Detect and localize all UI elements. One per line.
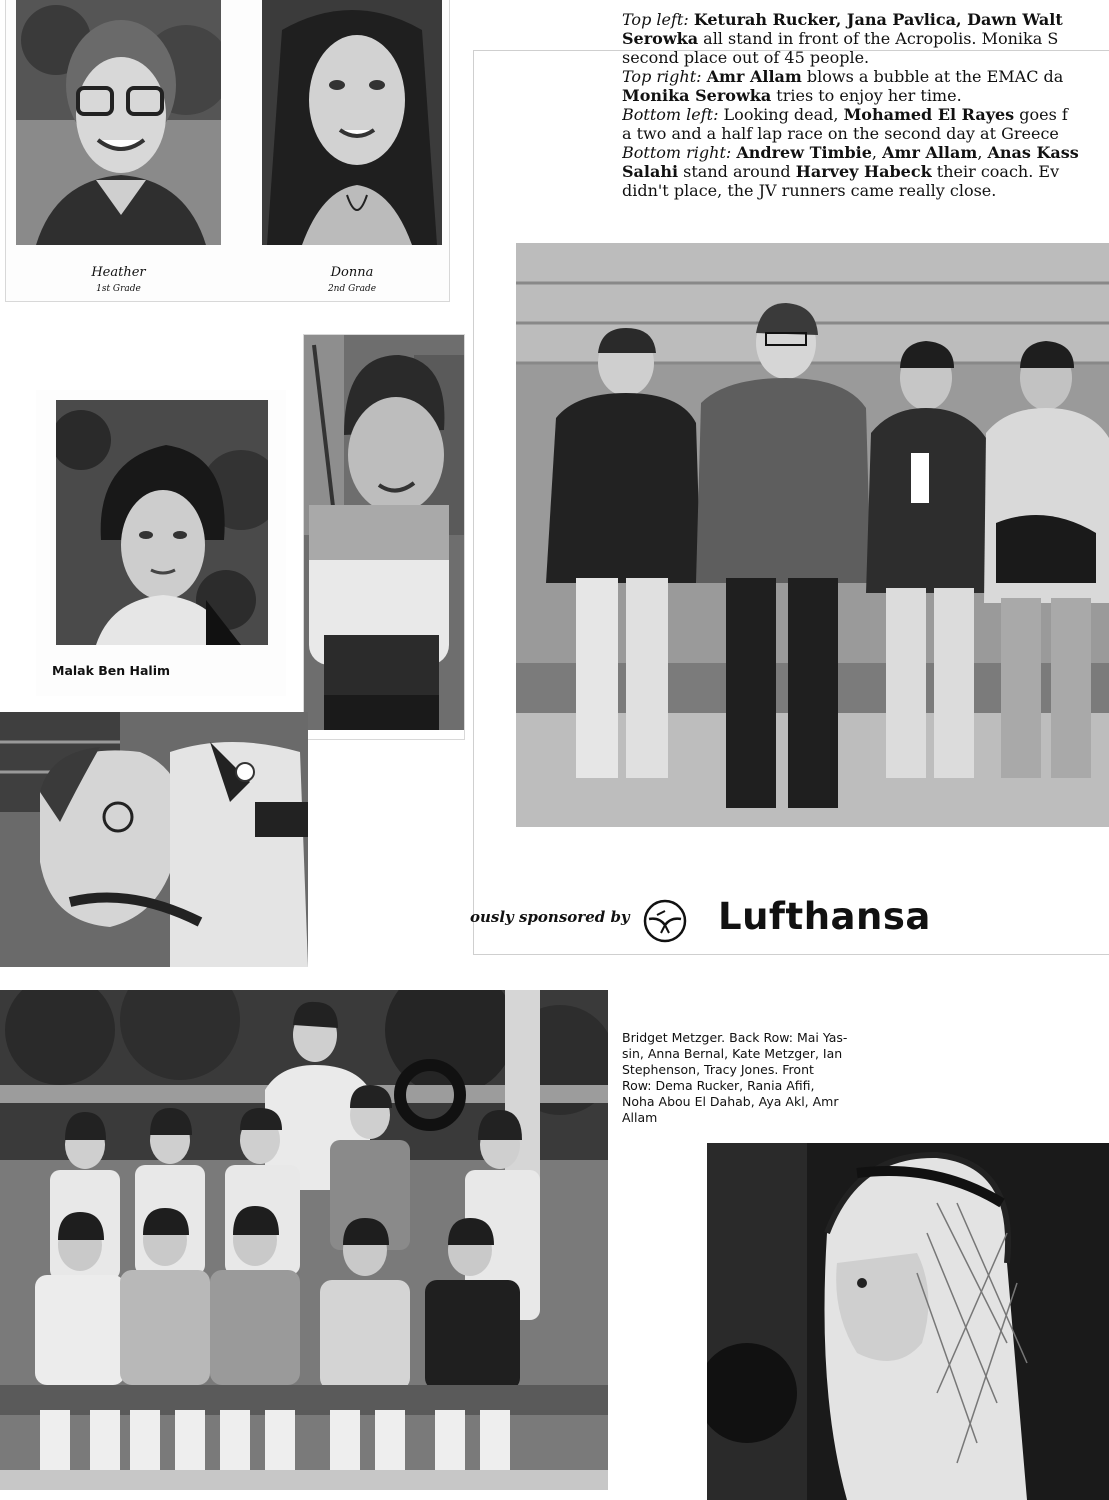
portrait-heather-grade: 1st Grade — [96, 284, 141, 294]
caption-segment: Bottom right: — [622, 143, 732, 162]
portrait-heather-photo — [16, 0, 221, 245]
caption-segment: tries to enjoy her time. — [771, 86, 962, 105]
caption-segment: goes f — [1014, 105, 1068, 124]
caption-segment: Monika Serowka — [622, 86, 772, 105]
caption-line — [622, 162, 1109, 181]
sponsor-line — [470, 895, 1109, 950]
class-caption-line: Row: Dema Rucker, Rania Afifi, — [622, 1078, 815, 1093]
portrait-clipping — [5, 0, 450, 302]
boy-clipping — [303, 334, 465, 740]
caption-segment: stand around — [678, 162, 796, 181]
class-caption-line: Bridget Metzger. Back Row: Mai Yas- — [622, 1030, 848, 1045]
caption-line — [622, 48, 1109, 67]
caption-segment: Amr Allam — [882, 143, 978, 162]
portrait-heather-name: Heather — [91, 265, 146, 280]
caption-line — [622, 10, 1109, 29]
caption-line — [622, 105, 1109, 124]
class-photo — [0, 990, 608, 1490]
runners-photo — [516, 243, 1109, 827]
bubble-clipping — [0, 712, 308, 967]
caption-segment: Top right: — [622, 67, 702, 86]
photo-caption-block — [622, 10, 1109, 240]
caption-segment: Anas Kass — [987, 143, 1079, 162]
caption-line — [622, 124, 1109, 143]
portrait-donna-grade: 2nd Grade — [327, 284, 377, 294]
class-caption-line: Allam — [622, 1110, 658, 1125]
caption-segment: a two and a half lap race on the second day at Greece — [622, 124, 1059, 143]
caption-segment: Bottom left: — [622, 105, 719, 124]
caption-segment: , — [871, 143, 883, 162]
class-photo-caption — [622, 1030, 884, 1126]
class-caption-line: Noha Abou El Dahab, Aya Akl, Amr — [622, 1094, 839, 1109]
caption-segment: Salahi — [622, 162, 679, 181]
caption-segment: Looking dead, — [718, 105, 844, 124]
caption-segment: didn't place, the JV runners came really close. — [622, 181, 997, 200]
portrait-donna-name: Donna — [330, 265, 374, 280]
malak-clipping — [36, 390, 286, 696]
portrait-donna-photo — [262, 0, 442, 245]
class-caption-line: Stephenson, Tracy Jones. Front — [622, 1062, 814, 1077]
crane-logo-icon — [643, 899, 687, 943]
malak-photo — [56, 400, 268, 645]
malak-caption: Malak Ben Halim — [52, 663, 171, 678]
caption-segment: Keturah Rucker, Jana Pavlica, Dawn Walt — [693, 10, 1063, 29]
caption-segment: Harvey Habeck — [795, 162, 932, 181]
caption-segment: second place out of 45 people. — [622, 48, 870, 67]
caption-line — [622, 181, 1109, 200]
class-caption-line: sin, Anna Bernal, Kate Metzger, Ian — [622, 1046, 843, 1061]
caption-segment: , — [977, 143, 988, 162]
sponsor-brand: Lufthansa — [718, 895, 931, 938]
caption-segment: Serowka — [622, 29, 699, 48]
caption-line — [622, 67, 1109, 86]
bubble-photo — [0, 712, 308, 967]
caption-line — [622, 86, 1109, 105]
caption-segment: Andrew Timbie — [736, 143, 872, 162]
caption-line — [622, 29, 1109, 48]
caption-segment: their coach. Ev — [931, 162, 1060, 181]
caption-segment: Mohamed El Rayes — [843, 105, 1015, 124]
caption-line — [622, 143, 1109, 162]
caption-segment: Top left: — [622, 10, 689, 29]
keffiyeh-photo — [707, 1143, 1109, 1500]
boy-photo — [304, 335, 465, 730]
sponsor-text: ously sponsored by — [470, 908, 630, 926]
caption-segment: blows a bubble at the EMAC da — [801, 67, 1064, 86]
caption-segment: all stand in front of the Acropolis. Monika S — [698, 29, 1059, 48]
caption-segment: Amr Allam — [706, 67, 802, 86]
